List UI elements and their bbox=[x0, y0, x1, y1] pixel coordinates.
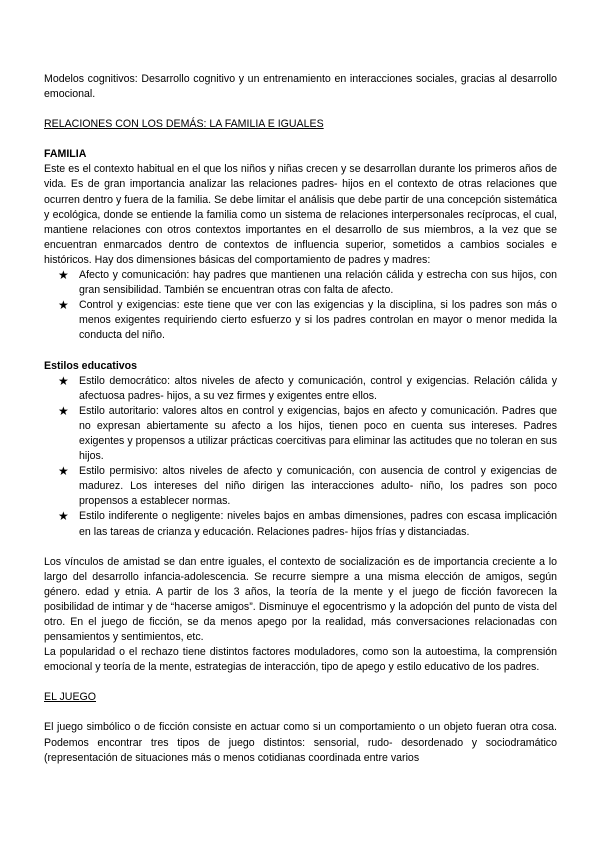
list-item bbox=[58, 373, 557, 404]
star-bullet-icon: ★ bbox=[58, 268, 69, 283]
list-item-text: Estilo permisivo: altos niveles de afecto y comunicación, con ausencia de control y exigencias de madurez. Los intereses del niño dirigen las interacciones adulto- niño, los padres son poco propensos a establecer normas. bbox=[79, 465, 557, 508]
list-item bbox=[58, 268, 557, 298]
list-item-text: Estilo indiferente o negligente: niveles bajos en ambas dimensiones, padres con escasa implicación en las tareas de crianza y educación. Relaciones padres- hijos frías y distanciadas. bbox=[79, 510, 557, 538]
juego-paragraph: El juego simbólico o de ficción consiste en actuar como si un comportamiento o un objeto fueran otra cosa. Podemos encontrar tres tipos de juego distintos: sensorial, rudo- desordenado y sociodramático (representación de situaciones más o menos cotidianas coordinada entre varios bbox=[44, 721, 557, 764]
document-body bbox=[44, 72, 557, 766]
estilos-list bbox=[44, 374, 557, 540]
heading-estilos-educativos: Estilos educativos bbox=[44, 359, 138, 372]
section-heading-relaciones: RELACIONES CON LOS DEMÁS: LA FAMILIA E IGUALES bbox=[44, 118, 324, 131]
star-bullet-icon: ★ bbox=[58, 373, 69, 388]
amistad-paragraph: Los vínculos de amistad se dan entre iguales, el contexto de socialización es de importancia creciente a lo largo del desarrollo infancia-adolescencia. Se recurre siempre a una misma elección de amigos, según género. edad y etnia. A partir de los 3 años, la teoría de la mente y el juego de ficción favorecen la posibilidad de intimar y de “hacerse amigos”. Disminuye el egocentrismo y la adopción del punto de vista del otro. En el juego de ficción, se da menos apego por la realidad, más conversaciones relacionadas con pensamientos y sentimientos, etc. bbox=[44, 555, 557, 644]
star-bullet-icon: ★ bbox=[58, 298, 69, 313]
list-item bbox=[58, 509, 557, 539]
star-bullet-icon: ★ bbox=[58, 509, 69, 524]
list-item bbox=[58, 298, 557, 343]
list-item-text: Control y exigencias: este tiene que ver con las exigencias y la disciplina, si los padres son más o menos exigentes requiriendo cierto esfuerzo y si los padres controlan en mayor o menor medida la conducta del niño. bbox=[79, 299, 557, 342]
list-item bbox=[58, 464, 557, 509]
star-bullet-icon: ★ bbox=[58, 464, 69, 479]
list-item-text: Estilo autoritario: valores altos en control y exigencias, bajos en afecto y comunicación. Padres que no expresan abiertamente su afecto a los hijos, tienen poco en cuenta sus intereses. Padres exigentes y propensos a utilizar prácticas coercitivas para eliminar las actitudes que no toleran en sus hijos. bbox=[79, 404, 557, 463]
heading-el-juego: EL JUEGO bbox=[44, 691, 97, 704]
list-item bbox=[58, 403, 557, 464]
popularidad-paragraph: La popularidad o el rechazo tiene distintos factores moduladores, como son la autoestima, la comprensión emocional y teoría de la mente, estrategias de interacción, tipo de apego y estilo educativo de los padres. bbox=[44, 646, 557, 674]
intro-paragraph: Modelos cognitivos: Desarrollo cognitivo y un entrenamiento en interacciones sociales, gracias al desarrollo emocional. bbox=[44, 73, 557, 101]
list-item-text: Afecto y comunicación: hay padres que mantienen una relación cálida y estrecha con sus hijos, con gran sensibilidad. También se encuentran otras con falta de afecto. bbox=[79, 269, 557, 297]
heading-familia: FAMILIA bbox=[44, 148, 87, 161]
list-item-text: Estilo democrático: altos niveles de afecto y comunicación, control y exigencias. Relación cálida y afectuosa padres- hijos, a su vez firmes y exigentes entre ellos. bbox=[79, 374, 557, 402]
familia-paragraph: Este es el contexto habitual en el que los niños y niñas crecen y se desarrollan durante los primeros años de vida. Es de gran importancia analizar las relaciones padres- hijos en el contexto de otras relaciones que ocurren dentro y fuera de la familia. Se debe limitar el análisis que debe partir de una concepción sistemática y ecológica, donde se entiende la familia como un sistema de relaciones interpersonales recíprocas, el cual, mantiene relaciones con otros contextos importantes en el desarrollo de sus miembros, a la vez que se encuentran enmarcados dentro de contextos de influencia superior, sometidos a cambios sociales e históricos. Hay dos dimensiones básicas del comportamiento de padres y madres: bbox=[44, 163, 557, 266]
familia-dimensions-list bbox=[44, 268, 557, 343]
star-bullet-icon: ★ bbox=[58, 403, 69, 418]
